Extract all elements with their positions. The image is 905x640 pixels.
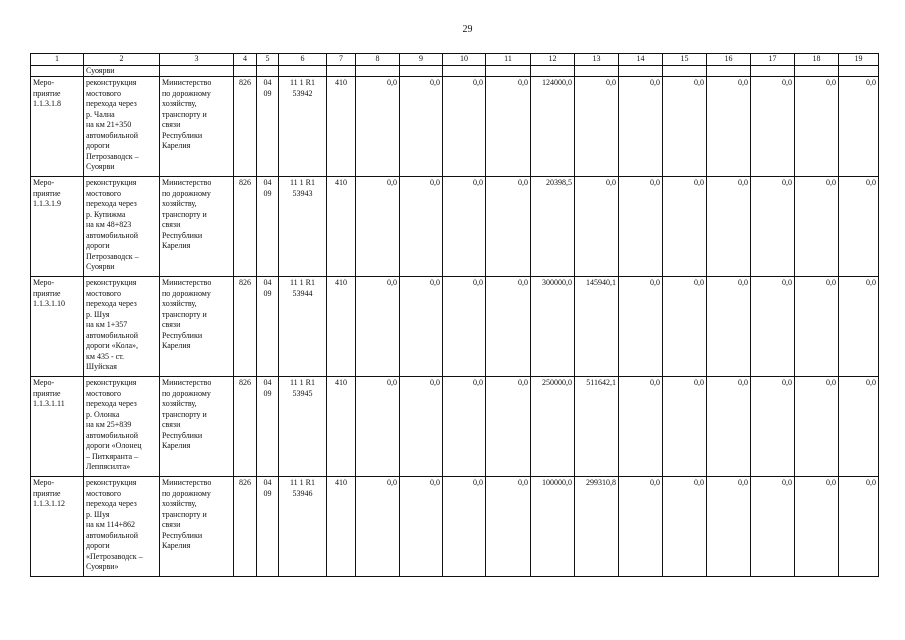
table-cell: 826 — [234, 177, 257, 277]
measure-description-cell: реконструкция мостового перехода через р. Олонка на км 25+839 автомобильной дороги «Олонец – Питкяранта – Леппясилта» — [84, 377, 160, 477]
column-header: 1 — [31, 54, 84, 66]
table-row — [31, 377, 879, 477]
column-header: 8 — [356, 54, 400, 66]
table-cell: 0,0 — [707, 277, 751, 377]
table-cell: 124000,0 — [531, 77, 575, 177]
table-cell: 0,0 — [751, 77, 795, 177]
table-cell — [531, 65, 575, 77]
table-cell — [279, 65, 327, 77]
table-cell: 0,0 — [619, 177, 663, 277]
responsible-org-cell: Министерство по дорожному хозяйству, транспорту и связи Республики Карелия — [160, 77, 234, 177]
table-cell: 0,0 — [400, 177, 443, 277]
table-cell: 11 1 R1 53942 — [279, 77, 327, 177]
table-cell: 299310,8 — [575, 477, 619, 577]
table-cell: 0,0 — [839, 277, 879, 377]
table-cell: 0,0 — [663, 77, 707, 177]
responsible-org-cell: Министерство по дорожному хозяйству, транспорту и связи Республики Карелия — [160, 377, 234, 477]
table-cell: 0,0 — [795, 77, 839, 177]
column-header: 13 — [575, 54, 619, 66]
table-cell: 04 09 — [257, 77, 279, 177]
column-header: 9 — [400, 54, 443, 66]
table-cell: 0,0 — [356, 77, 400, 177]
table-cell: 0,0 — [400, 377, 443, 477]
column-header: 17 — [751, 54, 795, 66]
table-cell: 11 1 R1 53943 — [279, 177, 327, 277]
table-cell: 0,0 — [619, 277, 663, 377]
table-cell: 11 1 R1 53944 — [279, 277, 327, 377]
measure-id-cell: Меро- приятие 1.1.3.1.12 — [31, 477, 84, 577]
column-header: 10 — [443, 54, 486, 66]
table-cell: 0,0 — [839, 177, 879, 277]
responsible-org-cell: Министерство по дорожному хозяйству, транспорту и связи Республики Карелия — [160, 477, 234, 577]
table-cell: 0,0 — [443, 377, 486, 477]
column-header: 15 — [663, 54, 707, 66]
table-cell: 04 09 — [257, 277, 279, 377]
table-cell — [486, 65, 531, 77]
table-cell: 410 — [327, 177, 356, 277]
table-cell — [356, 65, 400, 77]
measure-description-cell: реконструкция мостового перехода через р. Шуя на км 114+862 автомобильной дороги «Петрозаводск – Суоярви» — [84, 477, 160, 577]
table-cell: 0,0 — [486, 277, 531, 377]
table-cell: 11 1 R1 53946 — [279, 477, 327, 577]
table-row — [31, 77, 879, 177]
table-cell: Суоярви — [84, 65, 160, 77]
table-cell: 0,0 — [486, 477, 531, 577]
table-cell: 0,0 — [795, 277, 839, 377]
table-cell — [707, 65, 751, 77]
measure-id-cell: Меро- приятие 1.1.3.1.10 — [31, 277, 84, 377]
table-cell: 410 — [327, 77, 356, 177]
table-cell: 0,0 — [619, 477, 663, 577]
table-cell — [751, 65, 795, 77]
table-cell — [663, 65, 707, 77]
table-cell: 0,0 — [443, 77, 486, 177]
table-cell: 0,0 — [707, 377, 751, 477]
table-cell: 0,0 — [443, 277, 486, 377]
responsible-org-cell: Министерство по дорожному хозяйству, транспорту и связи Республики Карелия — [160, 177, 234, 277]
table-cell: 410 — [327, 277, 356, 377]
table-cell: 0,0 — [663, 177, 707, 277]
table-row — [31, 177, 879, 277]
column-header: 2 — [84, 54, 160, 66]
measure-description-cell: реконструкция мостового перехода через р. Купижма на км 48+823 автомобильной дороги Петрозаводск – Суоярви — [84, 177, 160, 277]
table-cell: 0,0 — [795, 377, 839, 477]
table-cell: 0,0 — [751, 477, 795, 577]
table-cell: 11 1 R1 53945 — [279, 377, 327, 477]
column-header: 14 — [619, 54, 663, 66]
table-cell: 0,0 — [356, 177, 400, 277]
measure-description-cell: реконструкция мостового перехода через р. Шуя на км 1+357 автомобильной дороги «Кола», км 435 - ст. Шуйская — [84, 277, 160, 377]
column-header: 18 — [795, 54, 839, 66]
table-cell: 0,0 — [663, 377, 707, 477]
table-cell — [400, 65, 443, 77]
table-cell: 826 — [234, 377, 257, 477]
table-cell: 0,0 — [443, 477, 486, 577]
table-cell: 0,0 — [707, 477, 751, 577]
table-cell: 100000,0 — [531, 477, 575, 577]
measure-id-cell: Меро- приятие 1.1.3.1.9 — [31, 177, 84, 277]
table-cell — [795, 65, 839, 77]
table-cell: 0,0 — [707, 177, 751, 277]
table-cell: 0,0 — [575, 77, 619, 177]
column-header: 7 — [327, 54, 356, 66]
table-cell: 0,0 — [751, 277, 795, 377]
table-cell: 0,0 — [663, 477, 707, 577]
table-cell: 410 — [327, 477, 356, 577]
table-cell: 0,0 — [486, 377, 531, 477]
table-cell — [327, 65, 356, 77]
table-cell: 04 09 — [257, 377, 279, 477]
column-header: 4 — [234, 54, 257, 66]
table-cell: 04 09 — [257, 177, 279, 277]
table-cell: 826 — [234, 77, 257, 177]
table-cell: 0,0 — [400, 477, 443, 577]
table-cell — [443, 65, 486, 77]
table-cell: 300000,0 — [531, 277, 575, 377]
table-cell: 410 — [327, 377, 356, 477]
column-header: 6 — [279, 54, 327, 66]
table-cell: 0,0 — [751, 377, 795, 477]
table-cell — [31, 65, 84, 77]
table-row — [31, 477, 879, 577]
table-cell: 0,0 — [356, 477, 400, 577]
column-header: 5 — [257, 54, 279, 66]
table-cell: 04 09 — [257, 477, 279, 577]
table-cell: 0,0 — [400, 277, 443, 377]
table-cell: 511642,1 — [575, 377, 619, 477]
measure-description-cell: реконструкция мостового перехода через р. Чална на км 21+350 автомобильной дороги Петрозаводск – Суоярви — [84, 77, 160, 177]
column-header: 11 — [486, 54, 531, 66]
table-cell: 0,0 — [575, 177, 619, 277]
table-cell: 0,0 — [619, 77, 663, 177]
table-cell: 826 — [234, 277, 257, 377]
measure-id-cell: Меро- приятие 1.1.3.1.8 — [31, 77, 84, 177]
table-cell: 0,0 — [839, 77, 879, 177]
table-cell: 0,0 — [443, 177, 486, 277]
table-cell: 0,0 — [839, 377, 879, 477]
table-cell: 0,0 — [356, 377, 400, 477]
table-cell — [160, 65, 234, 77]
continuation-row — [31, 65, 879, 77]
table-cell: 0,0 — [795, 177, 839, 277]
column-number-row — [31, 54, 879, 66]
table-cell: 0,0 — [795, 477, 839, 577]
measure-id-cell: Меро- приятие 1.1.3.1.11 — [31, 377, 84, 477]
column-header: 19 — [839, 54, 879, 66]
page-number: 29 — [462, 24, 473, 35]
table-cell: 20398,5 — [531, 177, 575, 277]
table-cell: 0,0 — [663, 277, 707, 377]
column-header: 12 — [531, 54, 575, 66]
table-cell: 0,0 — [486, 177, 531, 277]
table-cell: 0,0 — [751, 177, 795, 277]
table-cell: 250000,0 — [531, 377, 575, 477]
table-cell: 0,0 — [839, 477, 879, 577]
table-cell: 0,0 — [486, 77, 531, 177]
table-cell — [839, 65, 879, 77]
table-row — [31, 277, 879, 377]
table-cell: 0,0 — [619, 377, 663, 477]
table-cell: 826 — [234, 477, 257, 577]
budget-table — [30, 53, 879, 577]
table-cell — [234, 65, 257, 77]
table-cell — [575, 65, 619, 77]
column-header: 16 — [707, 54, 751, 66]
table-cell: 0,0 — [400, 77, 443, 177]
table-cell — [257, 65, 279, 77]
table-cell — [619, 65, 663, 77]
table-cell: 145940,1 — [575, 277, 619, 377]
responsible-org-cell: Министерство по дорожному хозяйству, транспорту и связи Республики Карелия — [160, 277, 234, 377]
table-cell: 0,0 — [356, 277, 400, 377]
table-cell: 0,0 — [707, 77, 751, 177]
column-header: 3 — [160, 54, 234, 66]
